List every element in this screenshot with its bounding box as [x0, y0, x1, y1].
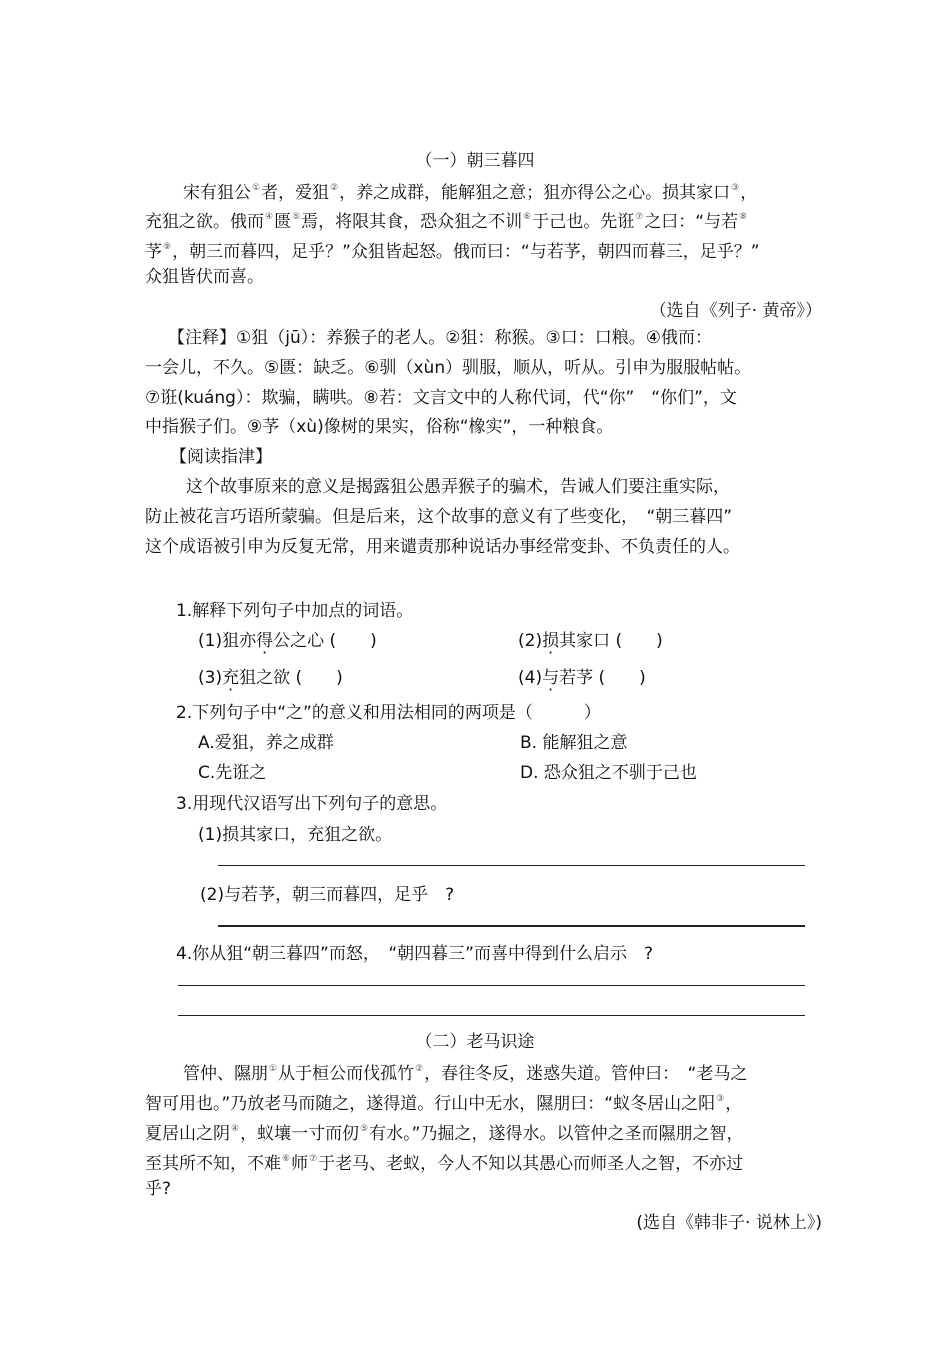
q1-stem: 1.解释下列句子中加点的词语。: [176, 601, 414, 621]
q2-stem: 2.下列句子中“之”的意义和用法相同的两项是（ ）: [176, 703, 601, 723]
passage2-line2: 智可用也。”乃放老马而随之，遂得道。行山中无水，隰朋曰：“蚁冬居山之阳③，: [145, 1094, 743, 1114]
q3-answer-line2[interactable]: [218, 925, 805, 927]
annotation-line2: 一会儿，不久。⑤匮：缺乏。⑥驯（xùn）驯服，顺从，听从。引申为服服帖帖。: [145, 358, 752, 378]
q4-answer-line1[interactable]: [178, 985, 805, 986]
guide-line3: 这个成语被引申为反复无常，用来谴责那种说话办事经常变卦、不负责任的人。: [145, 537, 740, 557]
q1-item1: (1)狙亦得公之心 ( ): [198, 631, 377, 651]
q1-item2: (2)损其家口 ( ): [518, 631, 663, 651]
annotation-line1: 【注释】①狙（jū）：养猴子的老人。②狙：称猴。③口：口粮。④俄而：: [168, 328, 712, 348]
annotation-line3: ⑦诳(kuáng）：欺骗，瞒哄。⑧若：文言文中的人称代词，代“你” “你们”，文: [145, 388, 737, 408]
section2-title: （二）老马识途: [415, 1032, 535, 1052]
annotation-line4: 中指猴子们。⑨芧（xù)像树的果实，俗称“橡实”，一种粮食。: [145, 417, 614, 437]
q3-answer-line1[interactable]: [218, 865, 805, 866]
passage1-line2: 充狙之欲。俄而④匮⑤焉，将限其食，恐众狙之不训⑥于己也。先诳⑦之曰：“与若⑧: [145, 212, 748, 232]
q3-stem: 3.用现代汉语写出下列句子的意思。: [176, 794, 448, 814]
q2-option-a: A.爱狙，养之成群: [198, 733, 334, 753]
q4-answer-line2[interactable]: [178, 1015, 805, 1016]
passage1-line1: 宋有狙公①者，爱狙②，养之成群，能解狙之意；狙亦得公之心。损其家口③，: [183, 183, 758, 203]
section1-title: （一）朝三暮四: [415, 151, 535, 171]
q1-item3: (3)充狙之欲 ( ): [198, 668, 343, 688]
passage2-line3: 夏居山之阴④，蚁壤一寸而仞⑤有水。”乃掘之，遂得水。以管仲之圣而隰朋之智，: [145, 1124, 744, 1144]
section1-source: （选自《列子· 黄帝》）: [649, 301, 822, 321]
q3-sentence1: (1)损其家口，充狙之欲。: [198, 825, 393, 845]
passage2-line4: 至其所不知，不难⑥师⑦于老马、老蚁，今人不知以其愚心而师圣人之智，不亦过: [145, 1154, 744, 1174]
guide-heading: 【阅读指津】: [170, 447, 272, 467]
q1-item4: (4)与若芧 ( ): [518, 668, 646, 688]
q2-option-c: C.先诳之: [198, 763, 267, 783]
section2-source: (选自《韩非子· 说林上》): [636, 1213, 822, 1233]
passage2-line5: 乎?: [145, 1179, 172, 1199]
passage1-line3: 芧⑨，朝三而暮四，足乎？”众狙皆起怒。俄而曰：“与若芧，朝四而暮三，足乎？”: [145, 242, 760, 262]
q3-sentence2: (2)与若芧，朝三而暮四，足乎 ?: [200, 885, 455, 905]
guide-line2: 防止被花言巧语所蒙骗。但是后来，这个故事的意义有了些变化， “朝三暮四”: [145, 507, 733, 527]
passage2-line1: 管仲、隰朋①从于桓公而伐孤竹②，春往冬反，迷惑失道。管仲曰： “老马之: [183, 1064, 748, 1084]
q4-stem: 4.你从狙“朝三暮四”而怒， “朝四暮三”而喜中得到什么启示 ?: [176, 944, 653, 964]
guide-line1: 这个故事原来的意义是揭露狙公愚弄猴子的骗术，告诫人们要注重实际，: [186, 477, 730, 497]
q2-option-d: D. 恐众狙之不驯于己也: [520, 763, 697, 783]
passage1-line4: 众狙皆伏而喜。: [145, 267, 264, 287]
q2-option-b: B. 能解狙之意: [520, 733, 628, 753]
